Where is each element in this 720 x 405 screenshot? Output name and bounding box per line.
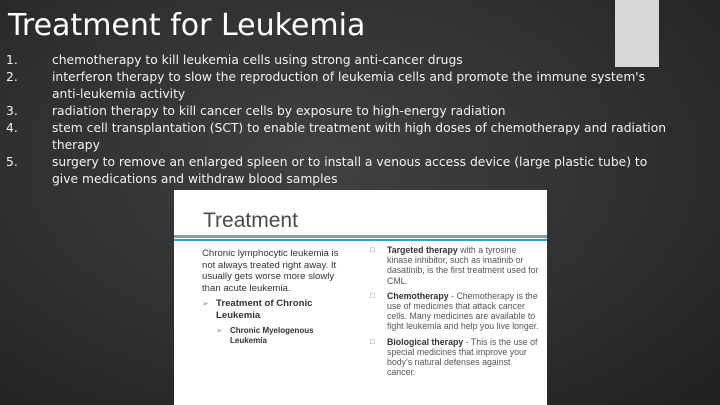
square-bullet-icon: □ — [370, 245, 375, 254]
list-number: 4. — [6, 121, 18, 135]
list-item — [6, 69, 676, 103]
right-list-item — [370, 291, 540, 332]
list-number: 3. — [6, 104, 18, 118]
left-column — [202, 248, 352, 347]
sub-sub-heading-text: Chronic Myelogenous Leukemia — [230, 325, 314, 346]
list-text: stem cell transplantation (SCT) to enable treatment with high doses of chemotherapy and radiation therapy — [52, 121, 667, 152]
item-term: Biological therapy — [387, 336, 464, 347]
title-rule — [174, 235, 547, 238]
right-column — [370, 245, 540, 382]
arrow-bullet-icon: ➢ — [202, 299, 209, 309]
right-list-item — [370, 337, 540, 378]
sub-sub-heading — [216, 326, 352, 347]
list-number: 1. — [6, 53, 18, 67]
item-description: - Chemotherapy is the use of medicines that attack cancer cells. Many medicines are available to fight leukemia and help you live longer. — [387, 290, 539, 332]
list-text: interferon therapy to slow the reproduction of leukemia cells and promote the immune system's anti-leukemia activity — [52, 70, 646, 101]
square-bullet-icon: □ — [370, 336, 375, 346]
square-bullet-icon: □ — [370, 290, 375, 300]
right-list-item — [370, 245, 540, 286]
embedded-slide-image — [174, 190, 547, 405]
list-text: surgery to remove an enlarged spleen or to install a venous access device (large plastic tube) to give medications and withdraw blood samples — [52, 155, 648, 186]
item-term: Targeted therapy — [387, 245, 458, 255]
list-item — [6, 120, 676, 154]
arrow-bullet-icon: ➢ — [216, 325, 223, 335]
title-rule-accent — [174, 239, 547, 241]
sub-heading-text: Treatment of Chronic Leukemia — [216, 298, 313, 321]
item-description: - This is the use of special medicines that improve your body's natural defenses against cancer. — [387, 336, 538, 378]
list-text: radiation therapy to kill cancer cells by exposure to high-energy radiation — [52, 104, 506, 118]
left-paragraph: Chronic lymphocytic leukemia is not always treated right away. It usually gets worse more slowly than acute leukemia. — [202, 248, 339, 294]
sub-heading — [202, 298, 352, 321]
list-number: 5. — [6, 155, 18, 169]
list-item — [6, 154, 676, 188]
list-item — [6, 103, 676, 120]
treatment-list — [6, 52, 676, 188]
list-text: chemotherapy to kill leukemia cells using strong anti-cancer drugs — [52, 53, 463, 67]
list-number: 2. — [6, 70, 18, 84]
item-term: Chemotherapy — [387, 290, 449, 301]
item-description: with a tyrosine kinase inhibitor, such as imatinib or dasatinib, is the first treatment used for CML. — [387, 245, 539, 286]
slide-title: Treatment for Leukemia — [8, 8, 366, 43]
embedded-slide-title: Treatment — [203, 209, 298, 232]
list-item — [6, 52, 676, 69]
